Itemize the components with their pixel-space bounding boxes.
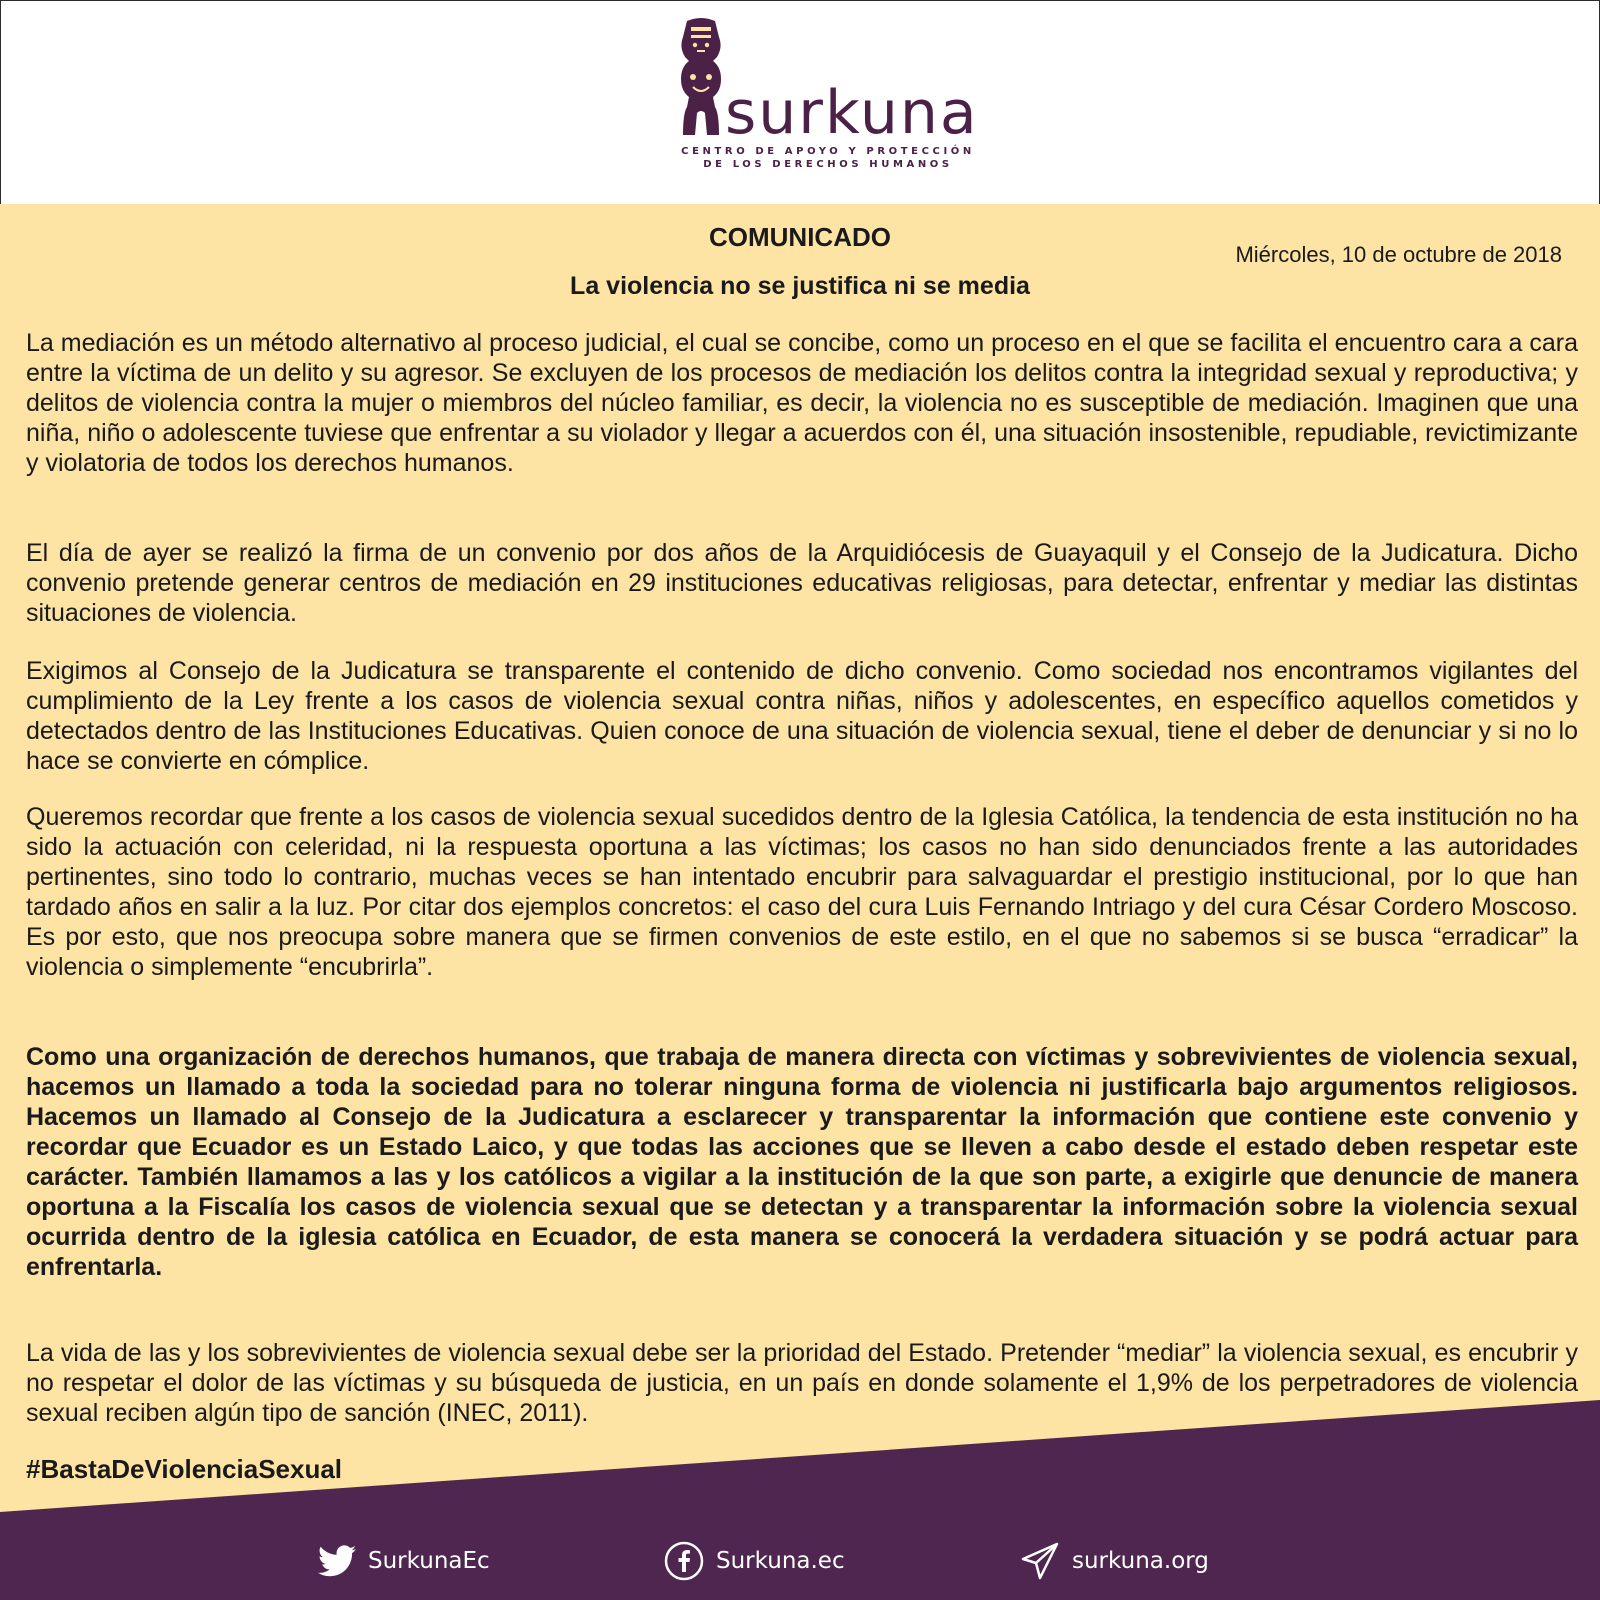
surkuna-logo (673, 17, 983, 177)
logo-subtitle (673, 145, 983, 171)
header (0, 0, 1600, 205)
twitter-bird-icon (318, 1545, 356, 1577)
paragraph-2: El día de ayer se realizó la firma de un convenio por dos años de la Arquidiócesis de Guayaquil y el Consejo de la Judicatura. Dicho convenio pretende generar centros de mediación en 29 instituciones educativas religiosas, para detectar, enfrentar y mediar las distintas situaciones de violencia. (26, 539, 1578, 627)
website-link[interactable] (1020, 1540, 1209, 1582)
document-title: COMUNICADO (709, 222, 891, 252)
document-subtitle: La violencia no se justifica ni se media (570, 272, 1030, 300)
logo-subtitle-line-1: CENTRO DE APOYO Y PROTECCIÓN (681, 146, 975, 157)
logo-subtitle-line-2: DE LOS DERECHOS HUMANOS (703, 159, 953, 170)
facebook-handle: Surkuna.ec (716, 1548, 845, 1574)
paragraph-1: La mediación es un método alternativo al proceso judicial, el cual se concibe, como un proceso en el que se facilita el encuentro cara a cara entre la víctima de un delito y su agresor. Se excluyen de los procesos de mediación los delitos contra la integridad sexual y reproductiva; y delitos de violencia contra la mujer o miembros del núcleo familiar, es decir, la violencia no es susceptible de mediación. Imaginen que una niña, niño o adolescente tuviese que enfrentar a su violador y llegar a acuerdos con él, una situación insostenible, repudiable, revictimizante y violatoria de todos los derechos humanos. (26, 329, 1578, 477)
twitter-link[interactable] (318, 1540, 490, 1582)
document-date: Miércoles, 10 de octubre de 2018 (1235, 242, 1562, 267)
paragraph-5-call-to-action: Como una organización de derechos humanos, que trabaja de manera directa con víctimas y sobrevivientes de violencia sexual, hacemos un llamado a toda la sociedad para no tolerar ninguna forma de violencia ni justificarla bajo argumentos religiosos. Hacemos un llamado al Consejo de la Judicatura a esclarecer y transparentar la información que contiene este convenio y recordar que Ecuador es un Estado Laico, y que todas las acciones que se lleven a cabo desde el estado deben respetar este carácter. También llamamos a las y los católicos a vigilar a la institución de la que son parte, a exigirle que denuncie de manera oportuna a la Fiscalía los casos de violencia sexual que se detectan y a transparentar la información sobre la violencia sexual ocurrida dentro de la iglesia católica en Ecuador, de esta manera se conocerá la verdadera situación y se podrá actuar para enfrentarla. (26, 1043, 1578, 1281)
twitter-handle: SurkunaEc (368, 1548, 490, 1574)
facebook-icon (664, 1541, 704, 1581)
hashtag[interactable]: #BastaDeViolenciaSexual (26, 1454, 343, 1484)
paper-plane-icon (1020, 1541, 1060, 1581)
logo-wordmark: surkuna (725, 78, 979, 148)
surkuna-figure-icon (673, 17, 729, 137)
paragraph-4: Queremos recordar que frente a los casos de violencia sexual sucedidos dentro de la Iglesia Católica, la tendencia de esta institución no ha sido la actuación con celeridad, ni la respuesta oportuna a las víctimas; los casos no han sido denunciados frente a las autoridades pertinentes, sino todo lo contrario, muchas veces se han intentado encubrir para salvaguardar el prestigio institucional, por lo que han tardado años en salir a la luz. Por citar dos ejemplos concretos: el caso del cura Luis Fernando Intriago y del cura César Cordero Moscoso. Es por esto, que nos preocupa sobre manera que se firmen convenios de este estilo, en el que no sabemos si se busca “erradicar” la violencia o simplemente “encubrirla”. (26, 803, 1578, 981)
facebook-link[interactable] (664, 1540, 845, 1582)
website-url: surkuna.org (1072, 1548, 1209, 1574)
paragraph-3: Exigimos al Consejo de la Judicatura se transparente el contenido de dicho convenio. Como sociedad nos encontramos vigilantes del cumplimiento de la Ley frente a los casos de violencia sexual contra niñas, niños y adolescentes, en específico aquellos cometidos y detectados dentro de las Instituciones Educativas. Quien conoce de una situación de violencia sexual, tiene el deber de denunciar y si no lo hace se convierte en cómplice. (26, 657, 1578, 775)
paragraph-6: La vida de las y los sobrevivientes de violencia sexual debe ser la prioridad del Estado. Pretender “mediar” la violencia sexual, es encubrir y no respetar el dolor de las víctimas y su búsqueda de justicia, en un país en donde solamente el 1,9% de los perpetradores de violencia sexual reciben algún tipo de sanción (INEC, 2011). (26, 1339, 1578, 1427)
